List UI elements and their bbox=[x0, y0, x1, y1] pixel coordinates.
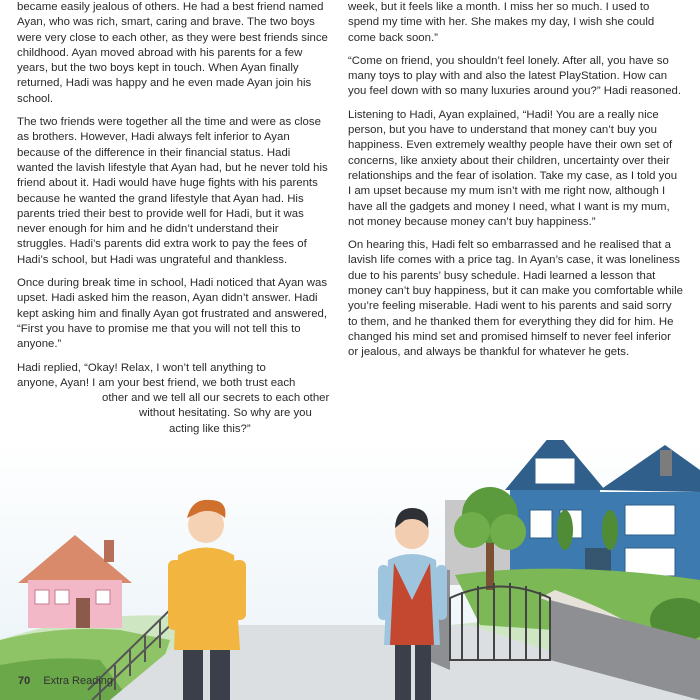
paragraph: Once during break time in school, Hadi noticed that Ayan was upset. Hadi asked him the reason, Ayan didn’t answer. Hadi kept asking him and finally Ayan got frustrated and answered, “First you have to promise me that you will not tell this to anyone.” bbox=[17, 277, 328, 351]
section-label: Extra Reading bbox=[43, 675, 114, 687]
bush bbox=[602, 510, 618, 550]
paragraph-wrapped bbox=[17, 361, 330, 437]
paragraph: “Come on friend, you shouldn’t feel lonely. After all, you have so many toys to play with and also the latest PlayStation. How can you feel down with so many luxuries around you?” Hadi reasoned. bbox=[348, 54, 682, 98]
story-illustration bbox=[0, 440, 700, 700]
text-line: Hadi replied, “Okay! Relax, I won’t tell anything to bbox=[17, 361, 266, 374]
text-line: other and we tell all our secrets to each other bbox=[102, 392, 330, 405]
text-line: anyone, Ayan! I am your best friend, we both trust each bbox=[17, 376, 296, 389]
paragraph: Listening to Hadi, Ayan explained, “Hadi! You are a really nice person, but you have to understand that money can’t buy you happiness. Even extremely wealthy people have their own set of concerns, like anxiety about their children, uncertainty over their relationships and the fear of isolation. Take my case, as I told you I am upset because my mum isn’t with me right now, although I have all the gadgets and money I need, what I want is my mum, not money because money can’t buy happiness.” bbox=[348, 108, 678, 228]
paragraph: On hearing this, Hadi felt so embarrassed and he realised that a lavish life comes with a price tag. In Ayan’s case, it was loneliness due to his parents’ busy schedule. Hadi learned a lesson that money can’t buy happiness, but it can make you comfortable while you’re feeling miserable. Hadi went to his parents and said sorry to them, and he thanked them for everything they did for him. He changed his mind set and promised himself to never feel inferior or jealous, and always be thankful for whatever he gets. bbox=[348, 239, 683, 359]
bush bbox=[557, 510, 573, 550]
paragraph: became easily jealous of others. He had a best friend named Ayan, who was rich, smart, caring and brave. The two boys were very close to each other, as they were best friends since childhood. Ayan moved abroad with his parents for a few years, but the two boys kept in touch. When Ayan finally returned, Hadi was happy and he even made Ayan join his school. bbox=[17, 1, 328, 105]
right-text-column bbox=[348, 0, 683, 369]
left-text-column bbox=[17, 0, 330, 445]
text-line: acting like this?” bbox=[169, 422, 251, 435]
text-line: without hesitating. So why are you bbox=[139, 407, 312, 420]
page-footer bbox=[18, 675, 113, 687]
paragraph: week, but it feels like a month. I miss her so much. I used to spend my time with her. She makes my day, I wish she could come back soon.” bbox=[348, 1, 655, 44]
paragraph: The two friends were together all the time and were as close as brothers. However, Hadi always felt inferior to Ayan because of the difference in their financial status. Hadi wanted the lavish lifestyle that Ayan had, but he never told his friend about it. Hadi would have huge fights with his parents because he wanted the grand lifestyle that Ayan had. His parents tried their best to provide well for Hadi, but it was never enough for him and he didn’t understand their struggles. Hadi’s parents did extra work to pay the fees of Hadi’s school, but Hadi was ungrateful and thankless. bbox=[17, 116, 328, 266]
page-number: 70 bbox=[18, 675, 31, 687]
